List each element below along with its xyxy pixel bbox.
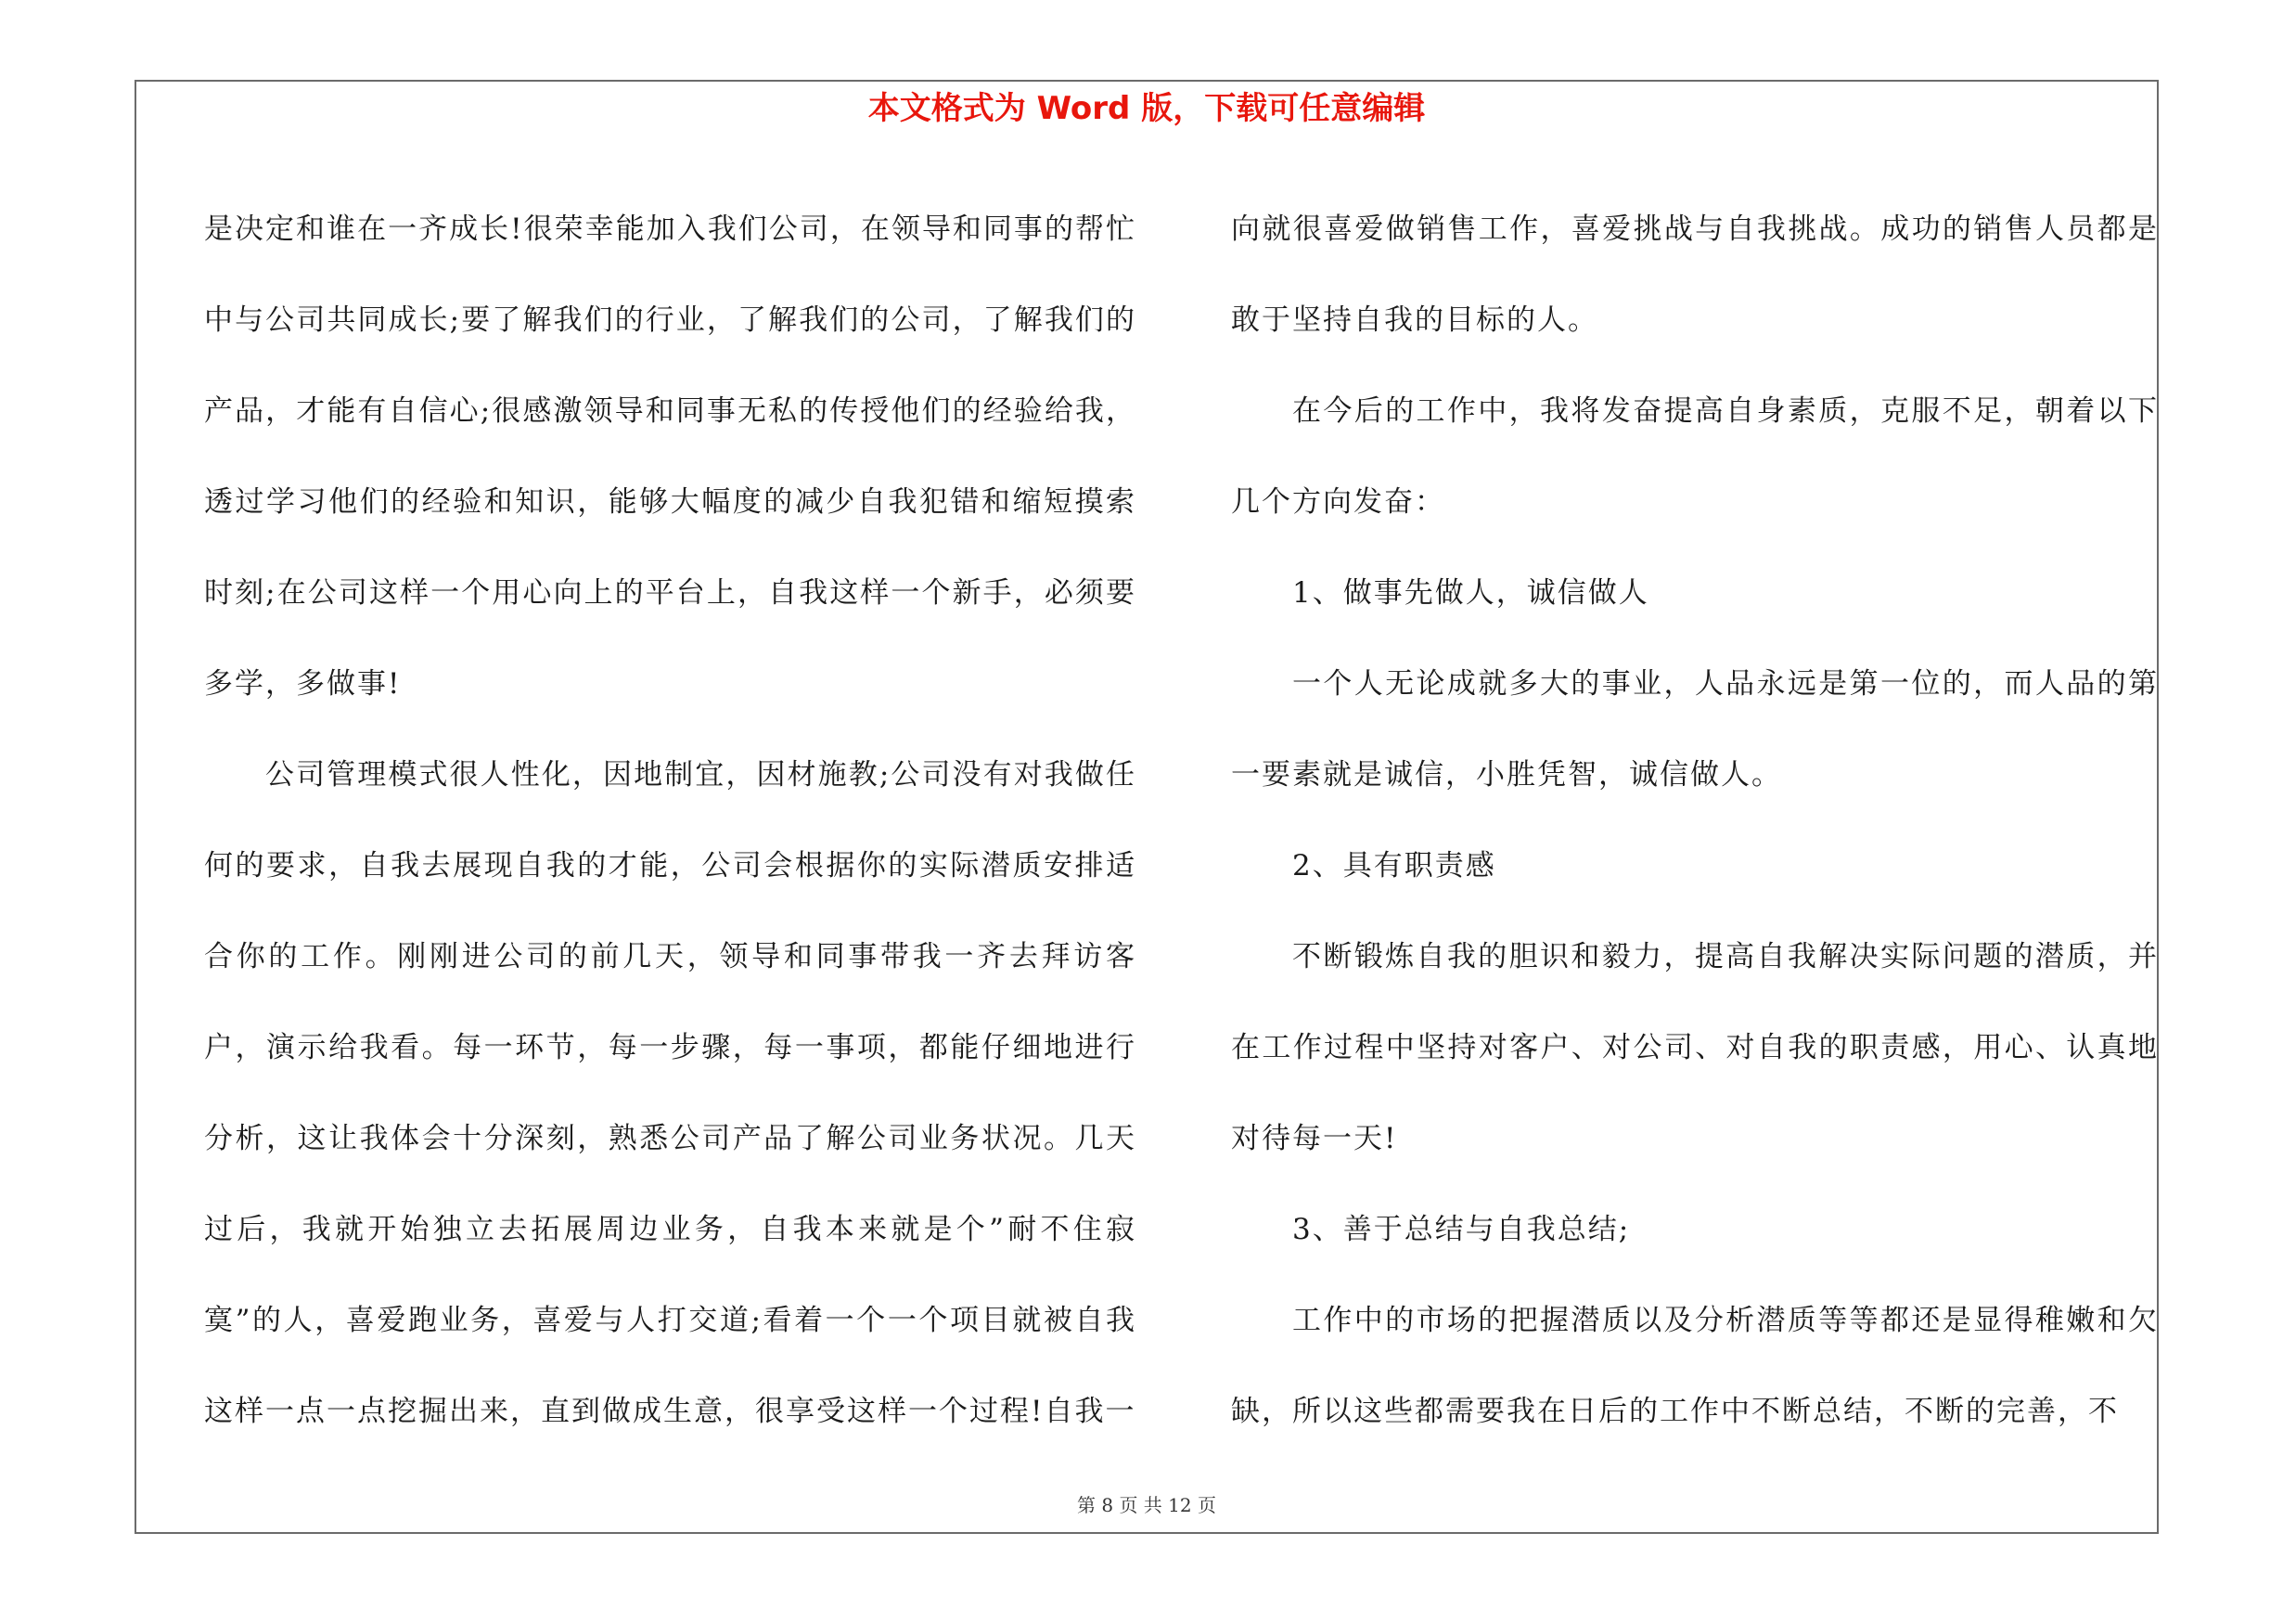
paragraph: 向就很喜爱做销售工作，喜爱挑战与自我挑战。成功的销售人员都是敢于坚持自我的目标的人。 — [1231, 213, 2159, 337]
paragraph: 一个人无论成就多大的事业，人品永远是第一位的，而人品的第一要素就是诚信，小胜凭智，诚信做人。 — [1231, 667, 2159, 792]
paragraph: 工作中的市场的把握潜质以及分析潜质等等都还是显得稚嫩和欠缺，所以这些都需要我在日后的工作中不断总结，不断的完善，不 — [1231, 1304, 2159, 1428]
paragraph: 是决定和谁在一齐成长!很荣幸能加入我们公司，在领导和同事的帮忙中与公司共同成长;要了解我们的行业，了解我们的公司，了解我们的产品，才能有自信心;很感激领导和同事无私的传授他们的经验给我，透过学习他们的经验和知识，能够大幅度的减少自我犯错和缩短摸索时刻;在公司这样一个用心向上的平台上，自我这样一个新手，必须要多学，多做事! — [204, 213, 1136, 701]
heading-item-3: 3、善于总结与自我总结; — [1292, 1213, 1631, 1246]
paragraph: 在今后的工作中，我将发奋提高自身素质，克服不足，朝着以下几个方向发奋： — [1231, 394, 2159, 519]
heading-item-1: 1、做事先做人，诚信做人 — [1292, 576, 1649, 610]
word-format-banner: 本文格式为 Word 版，下载可任意编辑 — [867, 90, 1426, 127]
page-number-footer: 第 8 页 共 12 页 — [1077, 1494, 1216, 1516]
right-text-column — [1231, 184, 2159, 1457]
left-text-column — [204, 184, 1136, 1457]
paragraph: 公司管理模式很人性化，因地制宜，因材施教;公司没有对我做任何的要求，自我去展现自我的才能，公司会根据你的实际潜质安排适合你的工作。刚刚进公司的前几天，领导和同事带我一齐去拜访客户，演示给我看。每一环节，每一步骤，每一事项，都能仔细地进行分析，这让我体会十分深刻，熟悉公司产品了解公司业务状况。几天过后，我就开始独立去拓展周边业务，自我本来就是个”耐不住寂寞”的人，喜爱跑业务，喜爱与人打交道;看着一个一个项目就被自我这样一点一点挖掘出来，直到做成生意，很享受这样一个过程!自我一 — [204, 758, 1136, 1428]
paragraph: 不断锻炼自我的胆识和毅力，提高自我解决实际问题的潜质，并在工作过程中坚持对客户、对公司、对自我的职责感，用心、认真地对待每一天! — [1231, 940, 2159, 1155]
heading-item-2: 2、具有职责感 — [1292, 849, 1496, 882]
